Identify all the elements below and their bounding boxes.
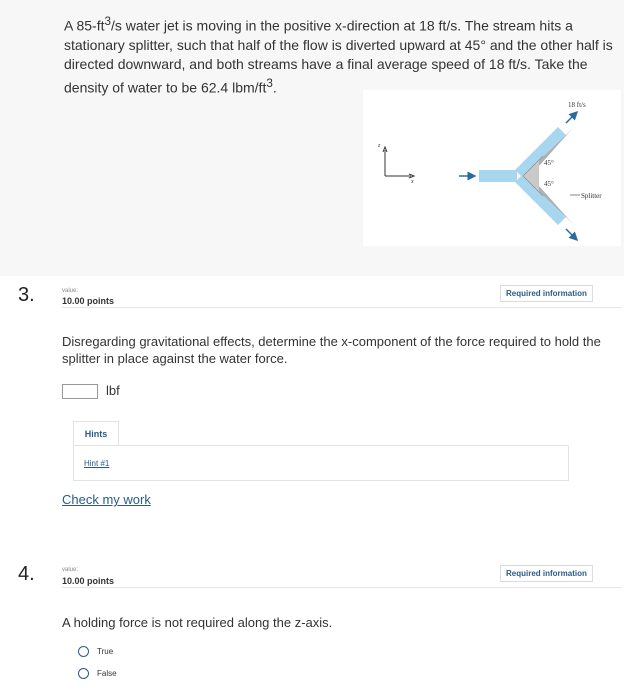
option-label: True	[97, 647, 114, 656]
hint-1-link[interactable]: Hint #1	[84, 459, 110, 468]
question-number-4: 4.	[18, 563, 35, 585]
question-number-3: 3.	[18, 284, 35, 306]
required-information-badge[interactable]: Required information	[500, 285, 593, 302]
problem-panel	[0, 0, 624, 276]
question-text: Disregarding gravitational effects, determine the x-component of the force required to hold the splitter in place against the water force.	[62, 334, 601, 366]
points-label: 10.00 points	[62, 576, 115, 586]
problem-statement: A $85-ft^3/s$ water jet is moving in the positive x-direction at 18 ft/s. The stream hits a stationary splitter, such that half of the flow is diverted upward at 45° and the other half is directed downward, and both streams have a final average speed of 18 ft/s. Take the density of water to be 62.4 lbm/$ft^3$.	[64, 15, 613, 96]
outflow-arrow-down	[566, 229, 577, 240]
value-label: value:	[62, 288, 79, 294]
water-jet	[479, 127, 566, 225]
outflow-arrow-up	[566, 112, 577, 123]
angle-bottom-label: 45°	[544, 180, 554, 188]
radio-button[interactable]	[78, 646, 89, 657]
hints-panel	[73, 445, 569, 481]
required-information-badge[interactable]: Required information	[500, 565, 593, 582]
value-label: value:	[62, 567, 79, 573]
option-true[interactable]	[78, 646, 113, 657]
check-my-work-link[interactable]: Check my work	[62, 492, 151, 507]
unit-label: lbf	[106, 383, 120, 398]
answer-input[interactable]	[62, 384, 98, 399]
speed-label: 18 ft/s	[568, 101, 586, 109]
axes	[377, 143, 414, 185]
option-false[interactable]	[78, 668, 117, 679]
axis-z-label: z	[378, 143, 381, 149]
splitter-label: Splitter	[581, 192, 602, 200]
question-text: A holding force is not required along the z-axis.	[62, 615, 333, 630]
splitter-figure	[363, 90, 621, 246]
points-label: 10.00 points	[62, 296, 115, 306]
axis-x-label: x	[411, 179, 414, 185]
divider	[62, 307, 622, 308]
angle-top-label: 45°	[544, 159, 554, 167]
divider	[62, 587, 622, 588]
radio-button[interactable]	[78, 668, 89, 679]
hints-tab[interactable]: Hints	[73, 421, 119, 446]
option-label: False	[97, 669, 117, 678]
